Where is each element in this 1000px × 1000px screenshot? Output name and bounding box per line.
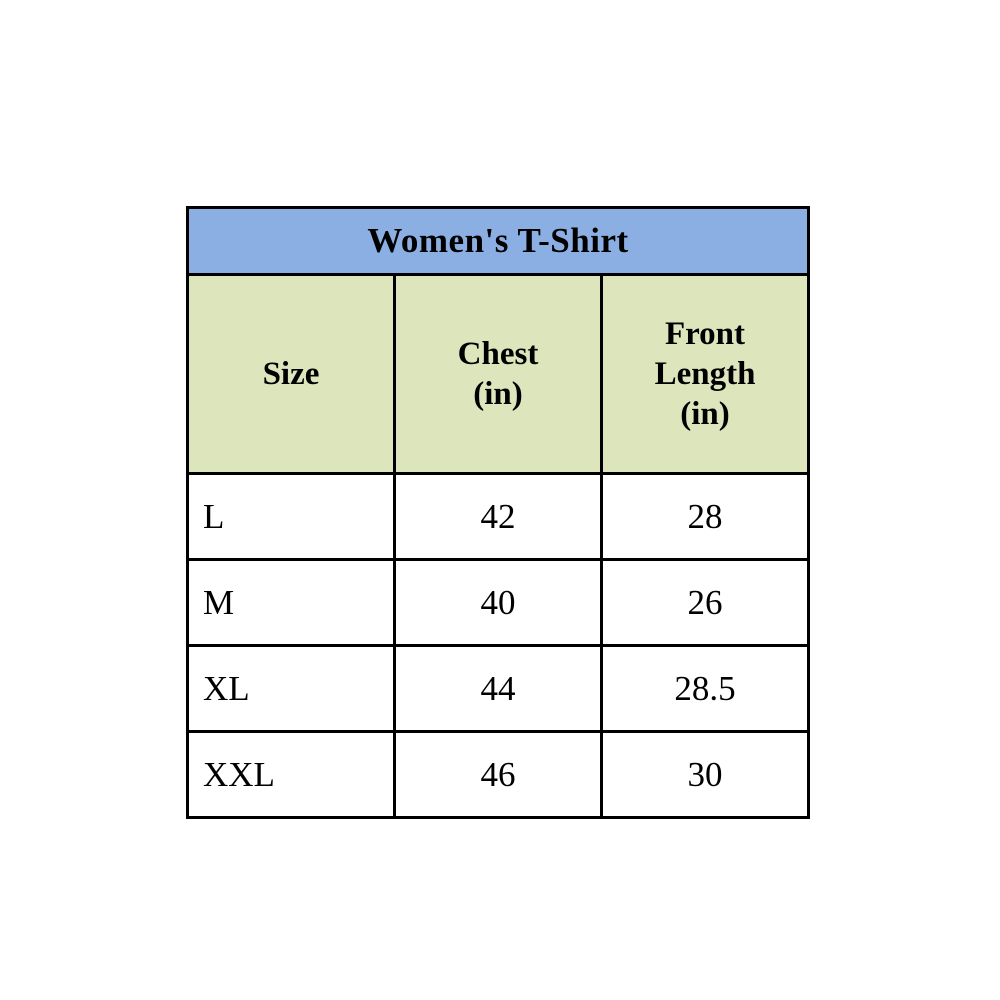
cell-front-length: 28 bbox=[602, 474, 809, 560]
cell-size: XXL bbox=[188, 732, 395, 818]
cell-front-length: 28.5 bbox=[602, 646, 809, 732]
table-row bbox=[188, 560, 809, 646]
cell-size: L bbox=[188, 474, 395, 560]
column-header-size-line-1: Size bbox=[262, 355, 320, 392]
cell-chest: 42 bbox=[395, 474, 602, 560]
column-header-front-length-line-1: Front bbox=[664, 315, 746, 352]
cell-size: XL bbox=[188, 646, 395, 732]
table-header-row bbox=[188, 275, 809, 474]
cell-chest: 40 bbox=[395, 560, 602, 646]
cell-front-length: 26 bbox=[602, 560, 809, 646]
table-title-row bbox=[188, 208, 809, 275]
cell-front-length: 30 bbox=[602, 732, 809, 818]
table-title: Women's T-Shirt bbox=[188, 208, 809, 275]
column-header-front-length-line-3: (in) bbox=[680, 396, 730, 433]
cell-size: M bbox=[188, 560, 395, 646]
cell-chest: 46 bbox=[395, 732, 602, 818]
cell-chest: 44 bbox=[395, 646, 602, 732]
column-header-chest bbox=[395, 275, 602, 474]
table-row bbox=[188, 732, 809, 818]
table-row bbox=[188, 474, 809, 560]
column-header-size bbox=[188, 275, 395, 474]
size-chart-table bbox=[186, 206, 810, 819]
column-header-chest-line-2: (in) bbox=[473, 376, 523, 412]
column-header-chest-line-1: Chest bbox=[457, 335, 539, 372]
column-header-front-length-line-2: Length bbox=[654, 355, 756, 392]
table-row bbox=[188, 646, 809, 732]
column-header-front-length bbox=[602, 275, 809, 474]
